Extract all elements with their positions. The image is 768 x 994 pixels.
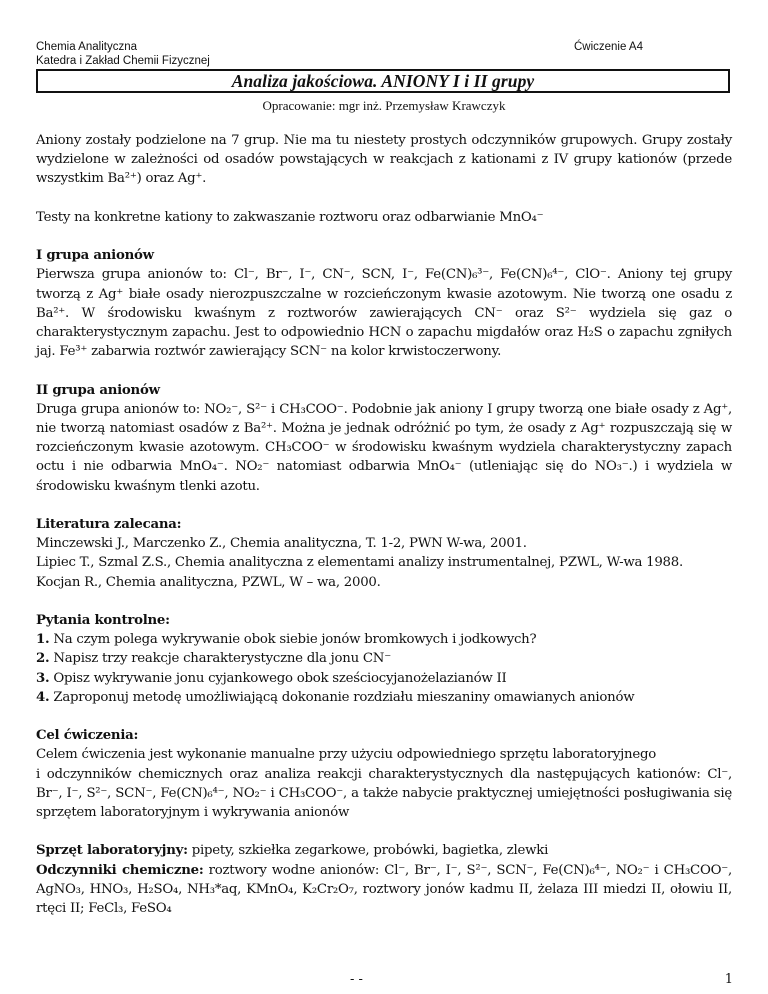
group1-section [36,246,732,361]
reagents-line [36,863,732,916]
question-text: Na czym polega wykrywanie obok siebie jonów bromkowych i jodkowych? [53,632,537,648]
question-item [36,669,732,688]
question-item [36,630,732,649]
literature-item: Kocjan R., Chemia analityczna, PZWL, W – wa, 2000. [36,574,381,590]
question-number: 2. [36,651,50,667]
group2-heading: II grupa anionów [36,382,160,398]
question-item [36,688,732,707]
question-item [36,649,732,668]
goal-first-line: Celem ćwiczenia jest wykonanie manualne przy użyciu odpowiedniego sprzętu laboratoryjnego [36,747,657,763]
materials-section [36,841,732,918]
literature-item: Lipiec T., Szmal Z.S., Chemia analityczna z elementami analizy instrumentalnej, PZWL, W-wa 1988. [36,555,683,571]
equipment-text: pipety, szkiełka zegarkowe, probówki, bagietka, zlewki [191,843,549,859]
group2-section [36,381,732,496]
questions-heading: Pytania kontrolne: [36,613,170,628]
questions-section [36,611,732,707]
footer-dash: - - [350,972,363,987]
exercise-label: Ćwiczenie A4 [573,41,643,53]
literature-section [36,515,732,592]
reagents-label: Odczynniki chemiczne: [36,862,204,878]
intro-tests: Testy na konkretne kationy to zakwaszanie roztworu oraz odbarwianie MnO₄⁻ [36,209,544,225]
question-text: Opisz wykrywanie jonu cyjankowego obok sześciocyjanożelazianów II [53,670,507,686]
literature-item: Minczewski J., Marczenko Z., Chemia analityczna, T. 1-2, PWN W-wa, 2001. [36,536,527,552]
document-title: Analiza jakościowa. ANIONY I i II grupy [231,70,535,91]
department-name: Katedra i Zakład Chemii Fizycznej [36,55,210,67]
group1-text: Pierwsza grupa anionów to: Cl⁻, Br⁻, I⁻, CN⁻, SCN, I⁻, Fe(CN)₆³⁻, Fe(CN)₆⁴⁻, ClO⁻. Aniony tej grupy tworzą z Ag⁺ białe osady nierozpuszczalne w rozcieńczonym kwasie azotowym. Nie tworzą one osadu z Ba²⁺. W środowisku kwaśnym z roztworów zawierających CN⁻ oraz S²⁻ wydziela się gaz o charakterystycznym zapachu. Jest to odpowiednio HCN o zapachu migdałów oraz H₂S o zapachu zgniłych jaj. Fe³⁺ zabarwia roztwór zawierający SCN⁻ na kolor krwistoczerwony. [36,267,732,360]
question-text: Zaproponuj metodę umożliwiającą dokonanie rozdziału mieszaniny omawianych anionów [53,689,635,705]
literature-heading: Literatura zalecana: [36,517,182,532]
question-number: 3. [36,670,50,686]
course-name: Chemia Analityczna [36,41,137,53]
question-number: 4. [36,689,50,705]
reagents-text: roztwory wodne anionów: Cl⁻, Br⁻, I⁻, S²⁻, SCN⁻, Fe(CN)₆⁴⁻, NO₂⁻ i CH₃COO⁻, AgNO₃, HNO₃, H₂SO₄, NH₃*aq, KMnO₄, K₂Cr₂O₇, roztwory jonów kadmu II, żelaza III miedzi II, ołowiu II, rtęci II; FeCl₃, FeSO₄ [36,862,733,917]
group1-heading: I grupa anionów [36,248,154,264]
equipment-line [36,841,732,860]
document-body [36,131,732,918]
title-box [36,69,730,93]
goal-heading: Cel ćwiczenia: [36,728,139,744]
group2-text: Druga grupa anionów to: NO₂⁻, S²⁻ i CH₃COO⁻. Podobnie jak aniony I grupy tworzą one białe osady z Ag⁺, nie tworzą natomiast osadów z Ba²⁺. Można je jednak odróżnić po tym, że osady z Ag⁺ rozpuszczają się w rozcieńczonym kwasie azotowym. CH₃COO⁻ w środowisku kwaśnym wydziela charakterystyczny zapach octu i nie odbarwia MnO₄⁻. NO₂⁻ natomiast odbarwia MnO₄⁻ (utleniając się do NO₃⁻.) i wydziela w środowisku kwaśnym tlenki azotu. [36,401,732,494]
goal-text: i odczynników chemicznych oraz analiza reakcji charakterystycznych dla następujących kationów: Cl⁻, Br⁻, I⁻, S²⁻, SCN⁻, Fe(CN)₆⁴⁻, NO₂⁻ i CH₃COO⁻, a także nabycie praktycznej umiejętności posługiwania się sprzętem laboratoryjnym i wykrywania anionów [36,766,732,821]
intro-paragraph: Aniony zostały podzielone na 7 grup. Nie ma tu niestety prostych odczynników grupowych. Grupy zostały wydzielone w zależności od osadów powstających w reakcjach z kationami z IV grupy kationów (przede wszystkim Ba²⁺) oraz Ag⁺. [36,133,732,187]
author-line: Opracowanie: mgr inż. Przemysław Krawczyk [262,98,506,113]
equipment-label: Sprzęt laboratoryjny: [36,843,188,859]
page-header-left [36,40,210,68]
page-number: 1 [724,972,733,987]
question-number: 1. [36,632,50,648]
question-text: Napisz trzy reakcje charakterystyczne dla jonu CN⁻ [53,651,391,667]
goal-section [36,726,732,822]
